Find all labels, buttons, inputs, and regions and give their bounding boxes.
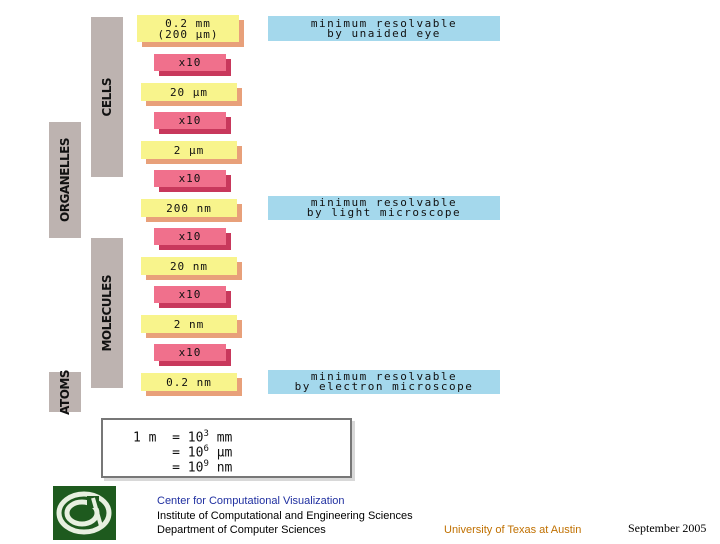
scale-label: 20 nm: [169, 259, 209, 273]
scale-box: [141, 141, 237, 159]
note-line: minimum resolvable: [310, 16, 458, 30]
scale-label: 20 µm: [169, 85, 209, 99]
multiplier-box: [154, 112, 226, 129]
note-line: minimum resolvable: [310, 370, 458, 383]
footer-date: September 2005: [628, 521, 707, 535]
category-label-cells: CELLS: [100, 77, 114, 117]
scale-label: 2 nm: [173, 317, 205, 331]
scale-label: 2 µm: [173, 143, 205, 157]
note-line: minimum resolvable: [310, 196, 458, 209]
multiplier-label: x10: [178, 56, 202, 69]
note-unaided-eye: [268, 16, 500, 41]
multiplier-label: x10: [178, 346, 202, 359]
scale-box: [141, 257, 237, 275]
scale-label: 0.2 mm (200 µm): [157, 16, 219, 41]
note-line: by light microscope: [306, 206, 462, 219]
multiplier-label: x10: [178, 114, 202, 127]
category-label-atoms: ATOMS: [58, 369, 72, 415]
scale-box: [141, 315, 237, 333]
multiplier-box: [154, 344, 226, 361]
conversion-line: 1 $m = 10^3$ mm: [133, 429, 233, 446]
multiplier-box: [154, 54, 226, 71]
category-label-molecules: MOLECULES: [100, 274, 114, 352]
conversion-line: = $10^9$ nm: [133, 459, 233, 476]
category-label-organelles: ORGANELLES: [58, 138, 72, 222]
footer-center-name: Center for Computational Visualization: [157, 495, 345, 507]
category-bar-atoms: [49, 369, 81, 415]
note-line: by unaided eye: [327, 26, 441, 40]
multiplier-box: [154, 228, 226, 245]
note-light-microscope: [268, 196, 500, 220]
multiplier-label: x10: [178, 230, 202, 243]
note-electron-microscope: [268, 370, 500, 394]
multiplier-box: [154, 170, 226, 187]
ccv-logo-icon: [53, 486, 116, 540]
multiplier-label: x10: [178, 288, 202, 301]
category-bar-cells: [91, 17, 123, 177]
scale-label: 0.2 nm: [166, 375, 212, 389]
category-bar-molecules: [91, 238, 123, 388]
ccv-logo: [53, 486, 116, 540]
multiplier-label: x10: [178, 172, 202, 185]
conversion-line: = $10^6$ µm: [133, 444, 233, 461]
scale-box: [141, 199, 237, 217]
scale-box: [141, 373, 237, 391]
scale-box: [141, 83, 237, 101]
multiplier-box: [154, 286, 226, 303]
footer-department: Department of Computer Sciences: [157, 524, 326, 536]
footer-university: University of Texas at Austin: [444, 524, 582, 536]
category-bar-organelles: [49, 122, 81, 238]
note-line: by electron microscope: [294, 380, 474, 393]
footer-institute: Institute of Computational and Engineering Sciences: [157, 510, 413, 522]
scale-box: [137, 15, 239, 42]
unit-conversion-box: [101, 418, 352, 478]
scale-label: 200 nm: [166, 201, 212, 215]
